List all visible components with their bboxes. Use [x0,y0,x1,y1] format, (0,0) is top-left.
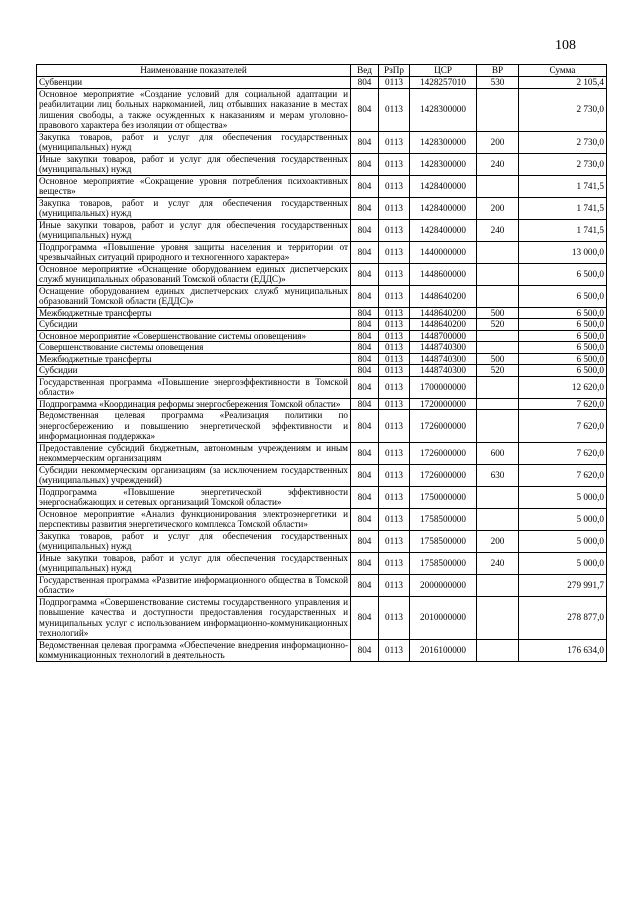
cell-ved: 804 [351,596,379,639]
table-row [37,486,607,508]
table-row [37,319,607,331]
cell-name: Межбюджетные трансферты [37,307,351,319]
cell-sum: 6 500,0 [519,330,607,342]
cell-vr: 240 [477,219,519,241]
budget-table [36,64,607,662]
cell-name: Субсидии [37,319,351,331]
cell-vr: 600 [477,442,519,464]
table-row [37,639,607,661]
cell-ved: 804 [351,241,379,263]
cell-rzpr: 0113 [379,330,410,342]
cell-vr [477,508,519,530]
cell-vr [477,285,519,307]
cell-vr [477,574,519,596]
cell-name: Основное мероприятие «Анализ функционирования электроэнергетики и перспективы развития энергетического комплекса Томской области» [37,508,351,530]
cell-vr: 240 [477,153,519,175]
cell-csr: 1428400000 [410,197,477,219]
cell-ved: 804 [351,508,379,530]
cell-vr [477,398,519,410]
cell-ved: 804 [351,574,379,596]
cell-rzpr: 0113 [379,398,410,410]
table-body [37,77,607,662]
cell-name: Оснащение оборудованием единых диспетчерских служб муниципальных образований Томской области (ЕДДС)» [37,285,351,307]
table-row [37,398,607,410]
cell-rzpr: 0113 [379,442,410,464]
cell-sum: 5 000,0 [519,530,607,552]
cell-vr [477,596,519,639]
table-row [37,574,607,596]
table-row [37,376,607,398]
cell-name: Основное мероприятие «Оснащение оборудованием единых диспетчерских служб муниципальных образований Томской области (ЕДДС)» [37,263,351,285]
cell-sum: 1 741,5 [519,219,607,241]
page-number: 108 [555,38,576,53]
table-row [37,365,607,377]
cell-ved: 804 [351,342,379,354]
table-row [37,219,607,241]
cell-vr [477,486,519,508]
cell-name: Подпрограмма «Повышение уровня защиты населения и территории от чрезвычайных ситуаций природного и техногенного характера» [37,241,351,263]
cell-rzpr: 0113 [379,596,410,639]
cell-name: Межбюджетные трансферты [37,353,351,365]
cell-rzpr: 0113 [379,353,410,365]
cell-csr: 1758500000 [410,530,477,552]
cell-vr: 200 [477,131,519,153]
cell-vr [477,410,519,443]
cell-rzpr: 0113 [379,263,410,285]
table-row [37,464,607,486]
cell-name: Совершенствование системы оповещения [37,342,351,354]
cell-rzpr: 0113 [379,197,410,219]
cell-ved: 804 [351,330,379,342]
cell-name: Основное мероприятие «Создание условий для социальной адаптации и реабилитации лиц больных наркоманией, лиц отбывших наказание в местах лишения свободы, а также осужденных к наказаниям и мерам уголовно-правового характера без изоляции от общества» [37,88,351,131]
cell-csr: 1758500000 [410,508,477,530]
cell-vr [477,376,519,398]
cell-csr: 1428257010 [410,77,477,89]
cell-ved: 804 [351,77,379,89]
cell-csr: 1758500000 [410,552,477,574]
cell-sum: 7 620,0 [519,410,607,443]
cell-ved: 804 [351,365,379,377]
table-row [37,552,607,574]
cell-name: Подпрограмма «Координация реформы энергосбережения Томской области» [37,398,351,410]
cell-ved: 804 [351,263,379,285]
cell-sum: 6 500,0 [519,307,607,319]
table-row [37,88,607,131]
cell-ved: 804 [351,486,379,508]
header-csr: ЦСР [410,65,477,77]
table-row [37,442,607,464]
cell-sum: 5 000,0 [519,552,607,574]
cell-sum: 6 500,0 [519,353,607,365]
cell-vr [477,639,519,661]
cell-rzpr: 0113 [379,530,410,552]
cell-sum: 5 000,0 [519,486,607,508]
cell-name: Государственная программа «Повышение энергоэффективности в Томской области» [37,376,351,398]
table-row [37,197,607,219]
cell-rzpr: 0113 [379,175,410,197]
cell-rzpr: 0113 [379,285,410,307]
table-row [37,307,607,319]
cell-sum: 6 500,0 [519,342,607,354]
cell-name: Подпрограмма «Совершенствование системы государственного управления и повышение качества и доступности предоставления государственных и муниципальных услуг с использованием информационно-коммуникационных технологий» [37,596,351,639]
cell-sum: 13 000,0 [519,241,607,263]
cell-csr: 2000000000 [410,574,477,596]
cell-vr [477,342,519,354]
cell-csr: 1750000000 [410,486,477,508]
cell-csr: 1428300000 [410,88,477,131]
cell-name: Предоставление субсидий бюджетным, автономным учреждениям и иным некоммерческим организациям [37,442,351,464]
cell-ved: 804 [351,307,379,319]
cell-name: Ведомственная целевая программа «Обеспечение внедрения информационно-коммуникационных технологий в деятельность [37,639,351,661]
cell-sum: 176 634,0 [519,639,607,661]
cell-ved: 804 [351,285,379,307]
table-row [37,410,607,443]
cell-csr: 1448700000 [410,330,477,342]
cell-vr [477,88,519,131]
cell-name: Закупка товаров, работ и услуг для обеспечения государственных (муниципальных) нужд [37,530,351,552]
cell-sum: 2 105,4 [519,77,607,89]
cell-vr: 630 [477,464,519,486]
cell-vr: 520 [477,365,519,377]
table-row [37,241,607,263]
cell-name: Подпрограмма «Повышение энергетической эффективности энергоснабжающих и сетевых организаций Томской области» [37,486,351,508]
cell-vr: 240 [477,552,519,574]
header-rzpr: РзПр [379,65,410,77]
table-row [37,263,607,285]
cell-sum: 279 991,7 [519,574,607,596]
cell-rzpr: 0113 [379,131,410,153]
cell-csr: 1428300000 [410,153,477,175]
cell-csr: 1428400000 [410,175,477,197]
cell-rzpr: 0113 [379,77,410,89]
cell-ved: 804 [351,530,379,552]
cell-sum: 7 620,0 [519,398,607,410]
cell-csr: 1448640200 [410,319,477,331]
cell-vr: 200 [477,530,519,552]
cell-sum: 6 500,0 [519,263,607,285]
cell-name: Закупка товаров, работ и услуг для обеспечения государственных (муниципальных) нужд [37,197,351,219]
table-row [37,508,607,530]
cell-csr: 1726000000 [410,410,477,443]
cell-name: Субсидии некоммерческим организациям (за исключением государственных (муниципальных) учреждений) [37,464,351,486]
cell-csr: 1726000000 [410,464,477,486]
cell-ved: 804 [351,153,379,175]
cell-csr: 1440000000 [410,241,477,263]
cell-rzpr: 0113 [379,574,410,596]
table-row [37,530,607,552]
table-row [37,353,607,365]
cell-csr: 1448740300 [410,353,477,365]
table-row [37,285,607,307]
table-header-row [37,65,607,77]
cell-ved: 804 [351,197,379,219]
cell-name: Основное мероприятие «Сокращение уровня потребления психоактивных веществ» [37,175,351,197]
cell-rzpr: 0113 [379,410,410,443]
cell-vr: 500 [477,307,519,319]
table-row [37,77,607,89]
cell-name: Иные закупки товаров, работ и услуг для обеспечения государственных (муниципальных) нужд [37,153,351,175]
cell-csr: 2016100000 [410,639,477,661]
cell-sum: 6 500,0 [519,285,607,307]
cell-rzpr: 0113 [379,153,410,175]
cell-sum: 2 730,0 [519,88,607,131]
cell-sum: 12 620,0 [519,376,607,398]
cell-ved: 804 [351,376,379,398]
cell-csr: 1428400000 [410,219,477,241]
cell-name: Ведомственная целевая программа «Реализация политики по энергосбережению и повышению энергетической эффективности и информационная поддержка» [37,410,351,443]
cell-csr: 1428300000 [410,131,477,153]
header-name: Наименование показателей [37,65,351,77]
cell-vr: 520 [477,319,519,331]
cell-ved: 804 [351,398,379,410]
cell-ved: 804 [351,639,379,661]
cell-sum: 6 500,0 [519,365,607,377]
cell-sum: 1 741,5 [519,197,607,219]
cell-rzpr: 0113 [379,552,410,574]
header-sum: Сумма [519,65,607,77]
cell-rzpr: 0113 [379,365,410,377]
cell-name: Иные закупки товаров, работ и услуг для обеспечения государственных (муниципальных) нужд [37,552,351,574]
cell-vr [477,241,519,263]
table-row [37,175,607,197]
cell-csr: 1726000000 [410,442,477,464]
cell-rzpr: 0113 [379,219,410,241]
cell-vr: 200 [477,197,519,219]
cell-rzpr: 0113 [379,319,410,331]
cell-csr: 1448740300 [410,365,477,377]
cell-rzpr: 0113 [379,376,410,398]
cell-ved: 804 [351,353,379,365]
cell-vr: 500 [477,353,519,365]
cell-sum: 278 877,0 [519,596,607,639]
cell-ved: 804 [351,442,379,464]
cell-rzpr: 0113 [379,639,410,661]
cell-ved: 804 [351,175,379,197]
cell-ved: 804 [351,410,379,443]
cell-vr [477,330,519,342]
cell-name: Субвенции [37,77,351,89]
cell-rzpr: 0113 [379,464,410,486]
cell-csr: 1720000000 [410,398,477,410]
cell-sum: 7 620,0 [519,442,607,464]
cell-csr: 1448600000 [410,263,477,285]
cell-vr [477,263,519,285]
cell-rzpr: 0113 [379,508,410,530]
cell-ved: 804 [351,219,379,241]
cell-vr [477,175,519,197]
cell-name: Закупка товаров, работ и услуг для обеспечения государственных (муниципальных) нужд [37,131,351,153]
cell-rzpr: 0113 [379,342,410,354]
cell-vr: 530 [477,77,519,89]
cell-rzpr: 0113 [379,88,410,131]
cell-sum: 2 730,0 [519,131,607,153]
cell-sum: 6 500,0 [519,319,607,331]
table-row [37,330,607,342]
cell-ved: 804 [351,552,379,574]
cell-ved: 804 [351,131,379,153]
header-ved: Вед [351,65,379,77]
cell-csr: 1700000000 [410,376,477,398]
table-row [37,342,607,354]
cell-name: Государственная программа «Развитие информационного общества в Томской области» [37,574,351,596]
cell-csr: 1448640200 [410,307,477,319]
table-row [37,596,607,639]
cell-sum: 5 000,0 [519,508,607,530]
cell-rzpr: 0113 [379,307,410,319]
cell-sum: 2 730,0 [519,153,607,175]
cell-sum: 7 620,0 [519,464,607,486]
cell-ved: 804 [351,319,379,331]
cell-csr: 2010000000 [410,596,477,639]
cell-name: Основное мероприятие «Совершенствование системы оповещения» [37,330,351,342]
cell-name: Иные закупки товаров, работ и услуг для обеспечения государственных (муниципальных) нужд [37,219,351,241]
table-row [37,153,607,175]
cell-ved: 804 [351,88,379,131]
cell-name: Субсидии [37,365,351,377]
cell-sum: 1 741,5 [519,175,607,197]
cell-csr: 1448640200 [410,285,477,307]
cell-rzpr: 0113 [379,241,410,263]
cell-csr: 1448740300 [410,342,477,354]
header-vr: ВР [477,65,519,77]
cell-ved: 804 [351,464,379,486]
table-row [37,131,607,153]
cell-rzpr: 0113 [379,486,410,508]
